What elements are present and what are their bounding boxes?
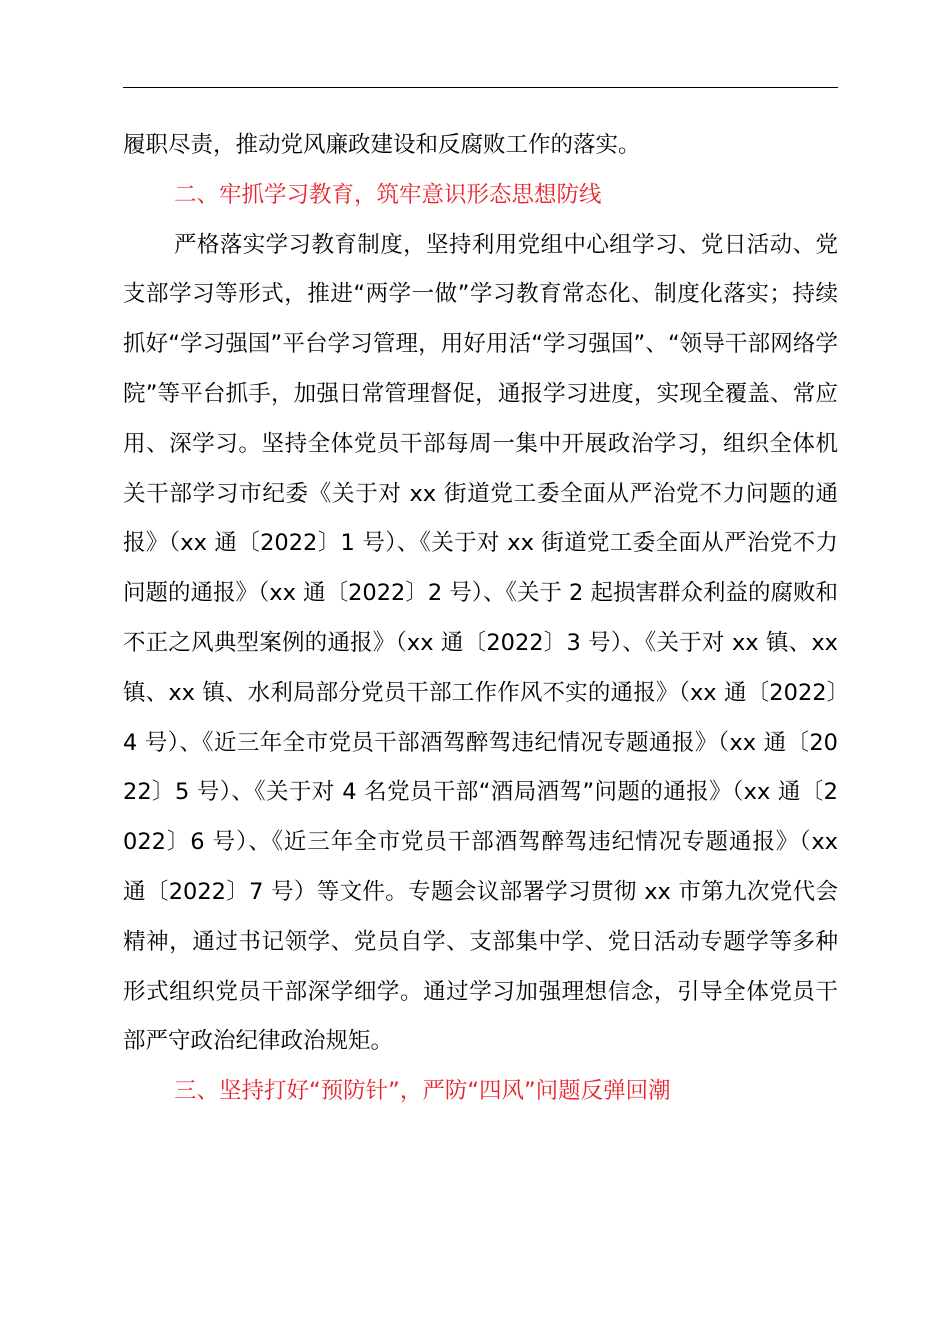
section-heading-2: 二、牢抓学习教育，筑牢意识形态思想防线: [174, 181, 602, 208]
document-body: [123, 121, 838, 1117]
body-paragraph: 严格落实学习教育制度，坚持利用党组中心组学习、党日活动、党支部学习等形式，推进“两学一做”学习教育常态化、制度化落实；持续抓好“学习强国”平台学习管理，用好用活“学习强国”、“领导干部网络学院”等平台抓手，加强日常管理督促，通报学习进度，实现全覆盖、常应用、深学习。坚持全体党员干部每周一集中开展政治学习，组织全体机关干部学习市纪委《关于对 xx 街道党工委全面从严治党不力问题的通报》（xx 通〔2022〕1 号）、《关于对 xx 街道党工委全面从严治党不力问题的通报》（xx 通〔2022〕2 号）、《关于 2 起损害群众利益的腐败和不正之风典型案例的通报》（xx 通〔2022〕3 号）、《关于对 xx 镇、xx 镇、xx 镇、水利局部分党员干部工作作风不实的通报》（xx 通〔2022〕4 号）、《近三年全市党员干部酒驾醉驾违纪情况专题通报》（xx 通〔2022〕5 号）、《关于对 4 名党员干部“酒局酒驾”问题的通报》（xx 通〔2022〕6 号）、《近三年全市党员干部酒驾醉驾违纪情况专题通报》（xx 通〔2022〕7 号）等文件。专题会议部署学习贯彻 xx 市第九次党代会精神，通过书记领学、党员自学、支部集中学、党日活动专题学等多种形式组织党员干部深学细学。通过学习加强理想信念，引导全体党员干部严守政治纪律政治规矩。: [123, 231, 838, 1055]
header-rule: [123, 87, 838, 88]
section-heading-3: 三、坚持打好“预防针”，严防“四风”问题反弹回潮: [174, 1078, 671, 1105]
body-paragraph: 履职尽责，推动党风廉政建设和反腐败工作的落实。: [123, 132, 641, 158]
